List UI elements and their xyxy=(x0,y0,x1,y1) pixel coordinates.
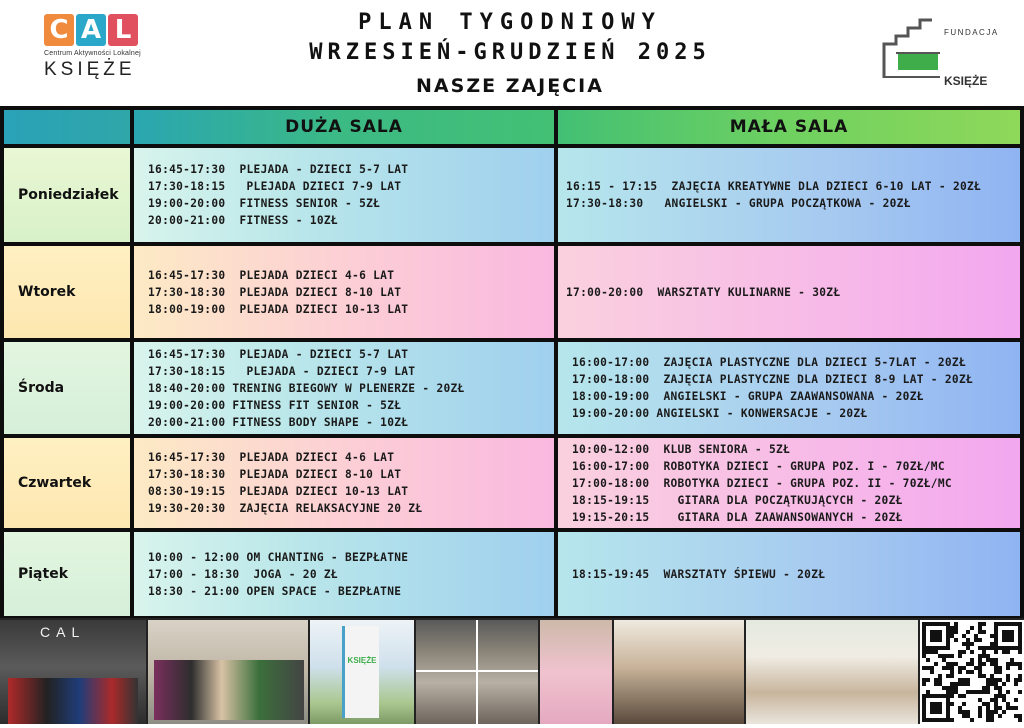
day-monday: Poniedziałek xyxy=(4,148,130,242)
fundacja-name: KSIĘŻE xyxy=(944,74,988,88)
page-title: PLAN TYGODNIOWY xyxy=(358,10,662,35)
section-title: NASZE ZAJĘCIA xyxy=(416,75,604,97)
schedule-entry: 18:30 - 21:00 OPEN SPACE - BEZPŁATNE xyxy=(148,584,402,598)
schedule-entry: 17:30-18:30 PLEJADA DZIECI 8-10 LAT xyxy=(148,285,402,299)
schedule-table xyxy=(0,106,1024,618)
day-tuesday: Wtorek xyxy=(4,246,130,338)
schedule-entry: 17:30-18:30 PLEJADA DZIECI 8-10 LAT xyxy=(148,468,402,481)
schedule-entry: 18:40-20:00 TRENING BIEGOWY W PLENERZE - 20ZŁ xyxy=(148,381,465,395)
schedule-entry: 10:00-12:00 KLUB SENIORA - 5ZŁ xyxy=(572,442,791,456)
schedule-entry: 17:30-18:15 PLEJADA DZIECI 7-9 LAT xyxy=(148,180,402,193)
corner-header xyxy=(4,110,130,144)
cal-logo-letter-l: L xyxy=(108,14,138,46)
photo-workshop-table xyxy=(614,620,744,724)
schedule-entry: 16:00-17:00 ROBOTYKA DZIECI - GRUPA POZ. I - 70ZŁ/MC xyxy=(572,459,945,473)
photo-sign-text: CAL xyxy=(40,624,86,640)
cal-logo-subtitle: Centrum Aktywności Lokalnej xyxy=(44,50,141,57)
photo-collage-dance xyxy=(416,620,538,724)
schedule-cell-thursday-big xyxy=(134,438,554,528)
schedule-entry: 10:00 - 12:00 OM CHANTING - BEZPŁATNE xyxy=(148,550,409,564)
photo-strip xyxy=(0,618,1024,724)
fundacja-logo xyxy=(880,12,1000,90)
schedule-cell-wednesday-small xyxy=(558,342,1020,434)
day-thursday: Czwartek xyxy=(4,438,130,528)
column-header-small: MAŁA SALA xyxy=(558,110,1020,144)
schedule-entry: 19:15-20:15 GITARA DLA ZAAWANSOWANYCH - 20ZŁ xyxy=(572,510,903,524)
photo-people-icon xyxy=(8,678,138,724)
schedule-entry: 18:00-19:00 PLEJADA DZIECI 10-13 LAT xyxy=(148,302,409,316)
schedule-entry: 16:15 - 17:15 ZAJĘCIA KREATYWNE DLA DZIECI 6-10 LAT - 20ZŁ xyxy=(566,180,982,193)
header xyxy=(0,0,1024,106)
schedule-entry: 20:00-21:00 FITNESS - 10ZŁ xyxy=(148,214,338,227)
schedule-entry: 17:30-18:30 ANGIELSKI - GRUPA POCZĄTKOWA - 20ZŁ xyxy=(566,197,911,210)
schedule-entry: 17:00 - 18:30 JOGA - 20 ZŁ xyxy=(148,567,338,581)
qr-code[interactable] xyxy=(920,620,1024,724)
schedule-entry: 17:00-20:00 WARSZTATY KULINARNE - 30ZŁ xyxy=(566,285,841,299)
schedule-cell-friday-small xyxy=(558,532,1020,616)
photo-crafts xyxy=(540,620,612,724)
schedule-entry: 16:45-17:30 PLEJADA - DZIECI 5-7 LAT xyxy=(148,163,409,176)
fundacja-label: FUNDACJA xyxy=(944,28,999,37)
schedule-entry: 18:15-19:15 GITARA DLA POCZĄTKUJĄCYCH - 20ZŁ xyxy=(572,493,903,507)
schedule-cell-thursday-small xyxy=(558,438,1020,528)
cal-logo xyxy=(44,14,144,92)
day-friday: Piątek xyxy=(4,532,130,616)
page-subtitle: WRZESIEŃ-GRUDZIEŃ 2025 xyxy=(309,40,711,65)
schedule-entry: 19:00-20:00 FITNESS SENIOR - 5ZŁ xyxy=(148,197,381,210)
column-header-big: DUŻA SALA xyxy=(134,110,554,144)
schedule-cell-tuesday-small xyxy=(558,246,1020,338)
schedule-cell-monday-small xyxy=(558,148,1020,242)
schedule-cell-friday-big xyxy=(134,532,554,616)
title-block xyxy=(230,8,790,100)
cal-logo-letter-c: C xyxy=(44,14,74,46)
schedule-entry: 20:00-21:00 FITNESS BODY SHAPE - 10ZŁ xyxy=(148,415,409,429)
schedule-entry: 16:45-17:30 PLEJADA DZIECI 4-6 LAT xyxy=(148,451,395,464)
photo-kids-workshop xyxy=(746,620,918,724)
day-wednesday: Środa xyxy=(4,342,130,434)
cal-logo-name: KSIĘŻE xyxy=(44,59,136,80)
schedule-cell-wednesday-big xyxy=(134,342,554,434)
schedule-entry: 18:00-19:00 ANGIELSKI - GRUPA ZAAWANSOWANA - 20ZŁ xyxy=(572,390,924,403)
schedule-entry: 18:15-19:45 WARSZTATY ŚPIEWU - 20ZŁ xyxy=(572,567,826,581)
schedule-entry: 16:00-17:00 ZAJĘCIA PLASTYCZNE DLA DZIECI 5-7LAT - 20ZŁ xyxy=(572,356,966,369)
collage-divider xyxy=(476,620,478,724)
schedule-entry: 16:45-17:30 PLEJADA DZIECI 4-6 LAT xyxy=(148,268,395,282)
schedule-entry: 17:00-18:00 ROBOTYKA DZIECI - GRUPA POZ. II - 70ZŁ/MC xyxy=(572,476,952,490)
schedule-cell-monday-big xyxy=(134,148,554,242)
schedule-entry: 17:00-18:00 ZAJĘCIA PLASTYCZNE DLA DZIECI 8-9 LAT - 20ZŁ xyxy=(572,373,974,386)
cal-logo-letter-a: A xyxy=(76,14,106,46)
schedule-cell-tuesday-big xyxy=(134,246,554,338)
schedule-entry: 19:00-20:00 ANGIELSKI - KONWERSACJE - 20ZŁ xyxy=(572,407,868,420)
banner-flag-icon xyxy=(342,626,379,718)
photo-people-icon xyxy=(154,660,304,720)
photo-banner-outdoor xyxy=(310,620,414,724)
schedule-entry: 08:30-19:15 PLEJADA DZIECI 10-13 LAT xyxy=(148,485,409,498)
qr-code-icon xyxy=(920,620,1024,724)
schedule-entry: 17:30-18:15 PLEJADA - DZIECI 7-9 LAT xyxy=(148,364,416,378)
schedule-entry: 19:00-20:00 FITNESS FIT SENIOR - 5ZŁ xyxy=(148,398,402,412)
photo-fitness-class xyxy=(148,620,308,724)
banner-text: KSIĘŻE xyxy=(347,656,377,665)
photo-building-group xyxy=(0,620,146,724)
schedule-entry: 19:30-20:30 ZAJĘCIA RELAKSACYJNE 20 ZŁ xyxy=(148,502,423,515)
schedule-entry: 16:45-17:30 PLEJADA - DZIECI 5-7 LAT xyxy=(148,347,409,361)
